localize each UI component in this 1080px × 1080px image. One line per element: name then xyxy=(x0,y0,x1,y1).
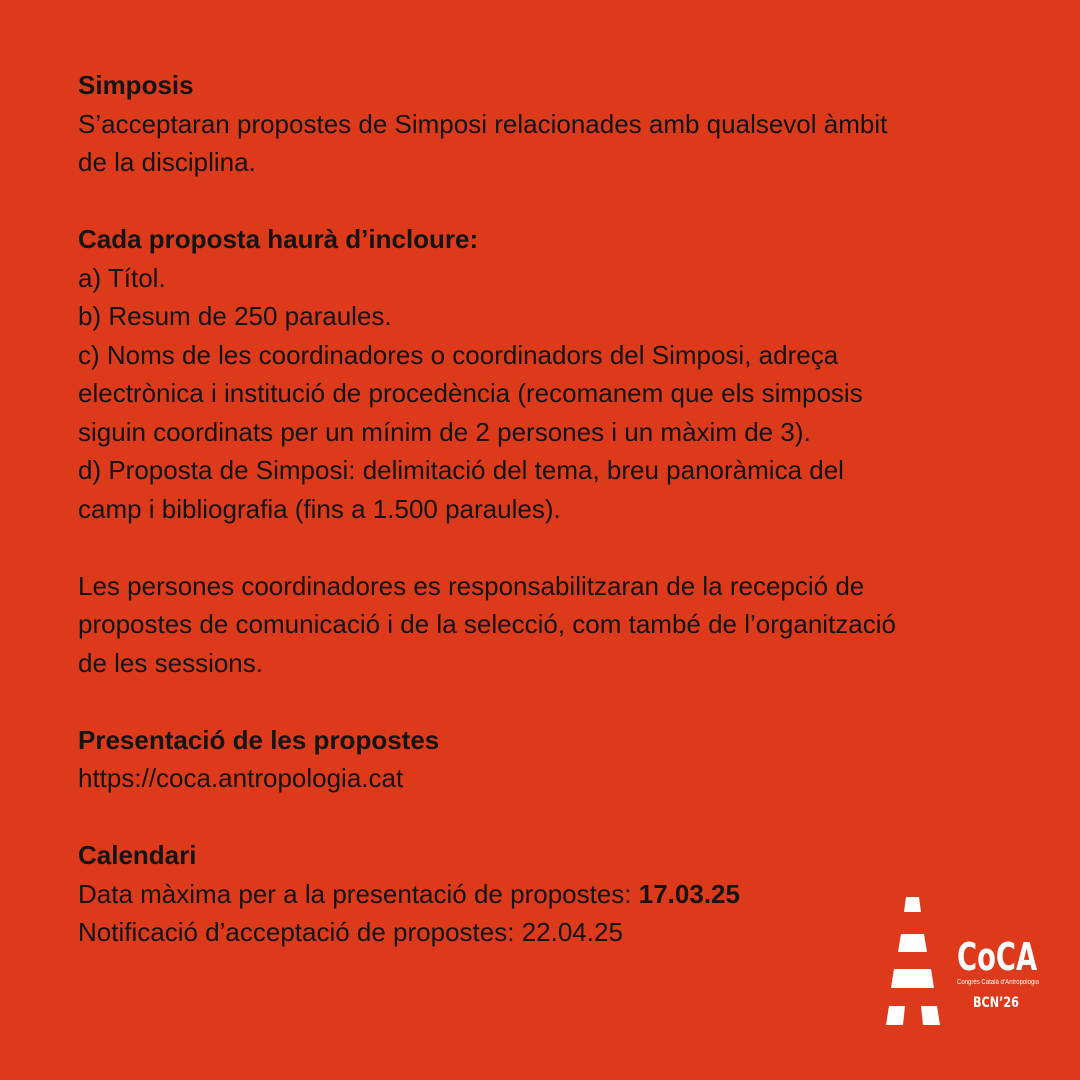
requirement-item-proposal: d) Proposta de Simposi: delimitació del tema, breu panoràmica del xyxy=(78,455,844,485)
requirement-item-summary: b) Resum de 250 paraules. xyxy=(78,301,392,331)
notification-date: 22.04.25 xyxy=(521,917,623,947)
main-content xyxy=(78,66,1018,952)
section-spacer xyxy=(78,528,1018,567)
requirement-item-coordinators: c) Noms de les coordinadores o coordinadors del Simposi, adreça xyxy=(78,339,839,370)
deadline-label: Data màxima per a la presentació de propostes: xyxy=(78,878,639,909)
calendar-notification-row xyxy=(78,913,1018,952)
logo-name: CoCA xyxy=(957,935,1038,979)
deadline-date: 17.03.25 xyxy=(638,878,740,909)
requirement-item-coordinators-cont: siguin coordinats per un mínim de 2 persones i un màxim de 3). xyxy=(78,416,811,447)
requirement-item-coordinators-cont: electrònica i institució de procedència (recomanem que els simposis xyxy=(78,378,863,408)
coordinators-text-line: Les persones coordinadores es responsabilitzaran de la recepció de xyxy=(78,570,865,601)
section-spacer xyxy=(78,182,1018,221)
symposia-intro-line: de la disciplina. xyxy=(78,147,256,177)
requirement-item-title: a) Títol. xyxy=(78,262,166,293)
section-spacer xyxy=(78,682,1018,721)
logo-year: BCN’26 xyxy=(973,995,1019,1011)
calendar-heading: Calendari xyxy=(78,840,197,870)
submission-heading: Presentació de les propostes xyxy=(78,724,440,755)
coca-logo xyxy=(885,890,1045,1035)
section-spacer xyxy=(78,798,1018,837)
calendar-deadline-row xyxy=(78,875,1018,914)
notification-label: Notificació d’acceptació de propostes: xyxy=(78,917,522,947)
submission-url: https://coca.antropologia.cat xyxy=(78,763,404,793)
requirements-heading: Cada proposta haurà d’incloure: xyxy=(78,224,479,254)
logo-a-mark-icon xyxy=(885,890,945,1030)
coordinators-text-line: propostes de comunicació i de la selecció, com també de l’organització xyxy=(78,609,896,639)
symposia-intro-line: S’acceptaran propostes de Simposi relacionades amb qualsevol àmbit xyxy=(78,108,888,139)
coordinators-text-line: de les sessions. xyxy=(78,647,263,678)
logo-subtitle: Congrés Català d’Antropologia xyxy=(957,979,1039,986)
symposia-heading: Simposis xyxy=(78,70,194,100)
requirement-item-proposal-cont: camp i bibliografia (fins a 1.500 paraules). xyxy=(78,493,561,524)
